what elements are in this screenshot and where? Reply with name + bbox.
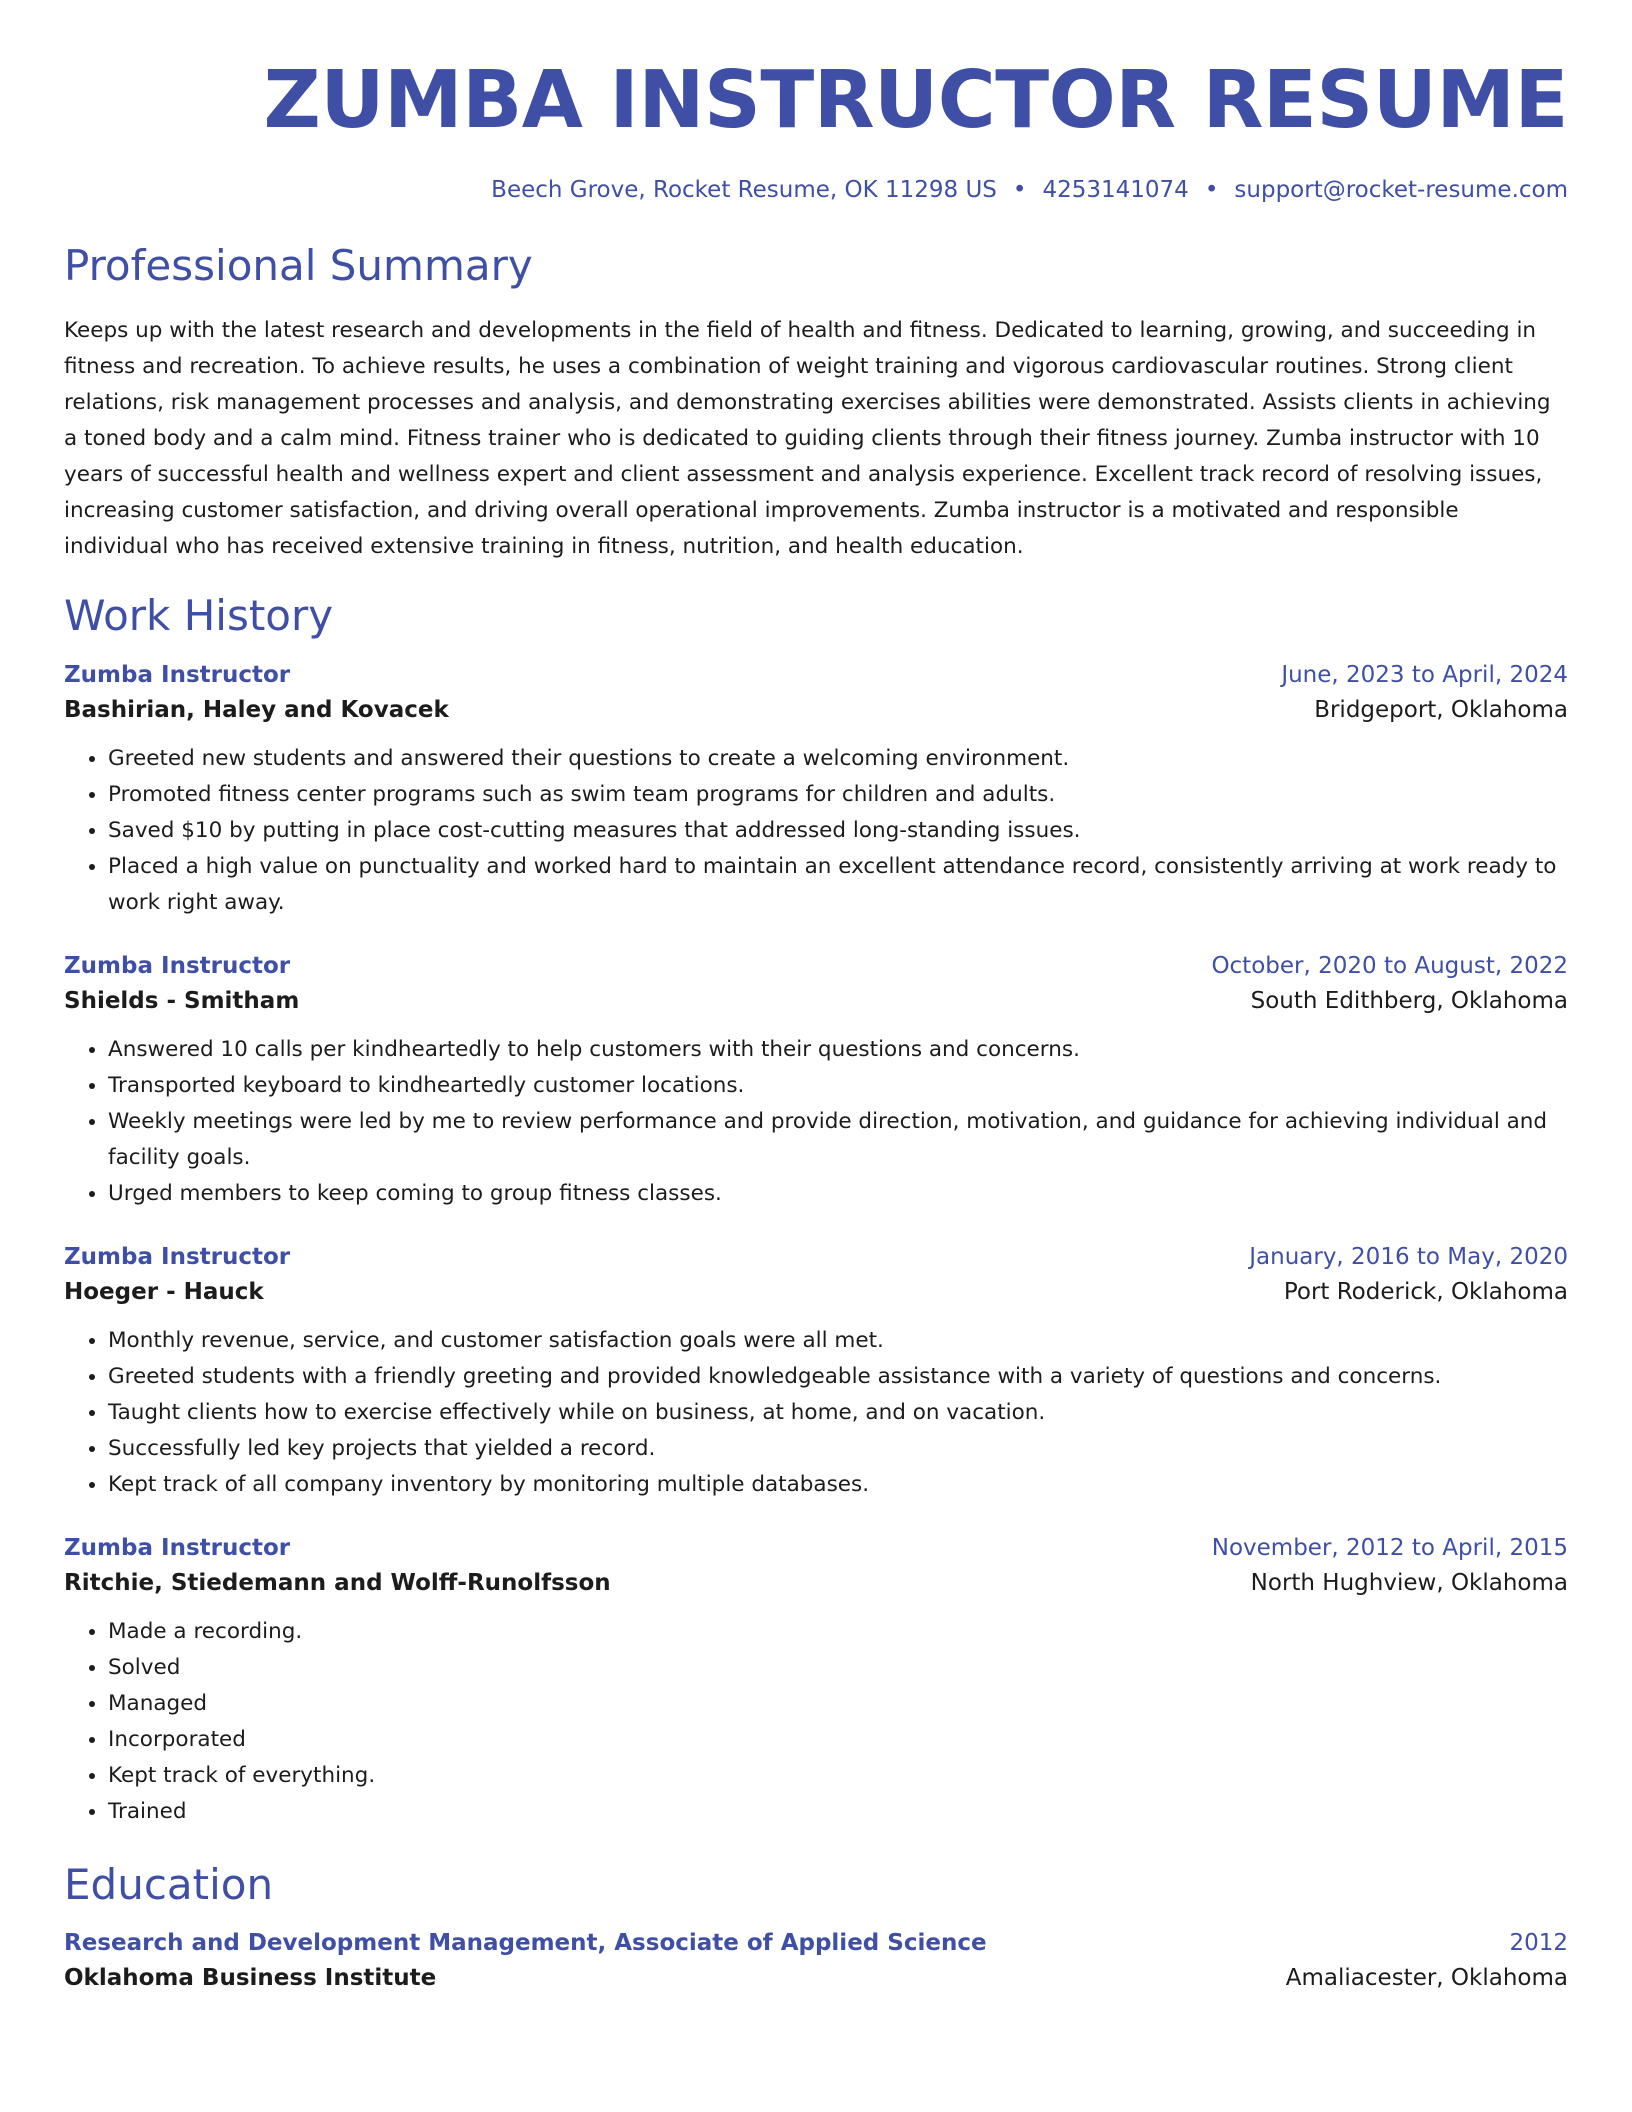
job-company: Shields - Smitham <box>64 987 300 1014</box>
contact-phone: 4253141074 <box>1042 177 1189 203</box>
job-entry <box>64 1244 1568 1503</box>
education-year: 2012 <box>1509 1930 1568 1957</box>
job-entry <box>64 662 1568 921</box>
job-entry <box>64 953 1568 1212</box>
job-entry <box>64 1535 1568 1830</box>
job-title: Zumba Instructor <box>64 952 291 979</box>
job-bullets <box>64 1323 1568 1503</box>
job-bullet: • Urged members to keep coming to group fitness classes. <box>108 1176 1568 1212</box>
job-bullet: • Placed a high value on punctuality and worked hard to maintain an excellent attendance record, consistently arriving at work ready to work right away. <box>108 849 1568 921</box>
contact-line <box>64 177 1568 203</box>
job-bullets <box>64 741 1568 921</box>
job-bullet: • Monthly revenue, service, and customer satisfaction goals were all met. <box>108 1323 1568 1359</box>
job-location: South Edithberg, Oklahoma <box>1250 987 1568 1014</box>
job-bullet: • Kept track of all company inventory by monitoring multiple databases. <box>108 1467 1568 1503</box>
job-bullet: • Transported keyboard to kindheartedly customer locations. <box>108 1068 1568 1104</box>
job-company: Hoeger - Hauck <box>64 1278 264 1305</box>
job-company: Ritchie, Stiedemann and Wolff-Runolfsson <box>64 1569 611 1596</box>
job-dates: November, 2012 to April, 2015 <box>1211 1534 1568 1561</box>
summary-text: Keeps up with the latest research and developments in the field of health and fitness. Dedicated to learning, growing, and succeeding in fitness and recreation. To achieve results, he uses a combination of weight training and vigorous cardiovascular routines. Strong client relations, risk management processes and analysis, and demonstrating exercises abilities were demonstrated. Assists clients in achieving a toned body and a calm mind. Fitness trainer who is dedicated to guiding clients through their fitness journey. Zumba instructor with 10 years of successful health and wellness expert and client assessment and analysis experience. Excellent track record of resolving issues, increasing customer satisfaction, and driving overall operational improvements. Zumba instructor is a motivated and responsible individual who has received extensive training in fitness, nutrition, and health education. <box>64 318 1551 560</box>
education-school: Oklahoma Business Institute <box>64 1965 437 1992</box>
job-bullet: • Kept track of everything. <box>108 1758 1568 1794</box>
job-bullet: • Answered 10 calls per kindheartedly to help customers with their questions and concerns. <box>108 1032 1568 1068</box>
job-bullet: • Greeted students with a friendly greeting and provided knowledgeable assistance with a variety of questions and concerns. <box>108 1359 1568 1395</box>
job-bullet: • Made a recording. <box>108 1614 1568 1650</box>
education-entry <box>64 1930 1568 1991</box>
job-location: North Hughview, Oklahoma <box>1250 1569 1568 1596</box>
job-title: Zumba Instructor <box>64 1534 291 1561</box>
job-bullet: • Trained <box>108 1794 1568 1830</box>
education-degree: Research and Development Management, Associate of Applied Science <box>64 1930 987 1957</box>
summary-heading: Professional Summary <box>64 241 533 290</box>
contact-separator: • <box>1012 177 1027 203</box>
job-bullet: • Promoted fitness center programs such as swim team programs for children and adults. <box>108 777 1568 813</box>
job-bullet: • Saved $10 by putting in place cost-cutting measures that addressed long-standing issues. <box>108 813 1568 849</box>
job-dates: October, 2020 to August, 2022 <box>1211 952 1568 979</box>
contact-separator: • <box>1204 177 1219 203</box>
job-title: Zumba Instructor <box>64 661 291 688</box>
job-bullet: • Greeted new students and answered their questions to create a welcoming environment. <box>108 741 1568 777</box>
resume-title: ZUMBA INSTRUCTOR RESUME <box>263 54 1568 146</box>
job-bullet: • Managed <box>108 1686 1568 1722</box>
job-title: Zumba Instructor <box>64 1243 291 1270</box>
job-dates: January, 2016 to May, 2020 <box>1249 1243 1568 1270</box>
work-history-heading: Work History <box>64 591 334 641</box>
job-dates: June, 2023 to April, 2024 <box>1281 661 1568 688</box>
job-company: Bashirian, Haley and Kovacek <box>64 696 449 723</box>
job-bullet: • Taught clients how to exercise effectively while on business, at home, and on vacation. <box>108 1395 1568 1431</box>
job-bullet: • Successfully led key projects that yielded a record. <box>108 1431 1568 1467</box>
job-bullets <box>64 1614 1568 1830</box>
contact-email: support@rocket-resume.com <box>1234 177 1568 203</box>
job-bullets <box>64 1032 1568 1212</box>
job-bullet: • Weekly meetings were led by me to review performance and provide direction, motivation, and guidance for achieving individual and facility goals. <box>108 1104 1568 1176</box>
job-bullet: • Solved <box>108 1650 1568 1686</box>
job-location: Port Roderick, Oklahoma <box>1283 1278 1568 1305</box>
job-bullet: • Incorporated <box>108 1722 1568 1758</box>
education-location: Amaliacester, Oklahoma <box>1285 1965 1568 1992</box>
job-location: Bridgeport, Oklahoma <box>1314 696 1568 723</box>
education-heading: Education <box>64 1859 274 1909</box>
contact-address: Beech Grove, Rocket Resume, OK 11298 US <box>491 177 997 203</box>
